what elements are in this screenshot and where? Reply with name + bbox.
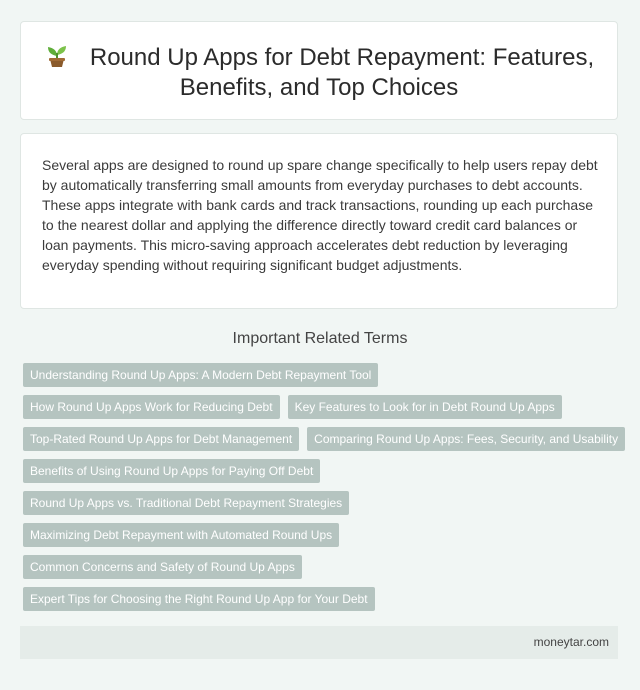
footer (20, 626, 618, 659)
description-text: Several apps are designed to round up spare change specifically to help users repay debt by automatically transferring small amounts from everyday purchases to debt accounts. These apps integrate with bank cards and track transactions, rounding up each purchase to the nearest dollar and applying the difference directly toward credit card balances or loan payments. This micro-saving approach accelerates debt reduction by leveraging everyday spending without requiring significant budget adjustments. (42, 157, 598, 273)
related-term-tag[interactable]: Top-Rated Round Up Apps for Debt Management (23, 427, 299, 451)
sprout-icon (44, 42, 70, 68)
related-term-tag[interactable]: Key Features to Look for in Debt Round Up Apps (288, 395, 562, 419)
tag-row (23, 459, 623, 483)
tag-row (23, 427, 623, 451)
tag-row (23, 555, 623, 579)
related-term-tag[interactable]: Common Concerns and Safety of Round Up Apps (23, 555, 302, 579)
footer-site-link[interactable]: moneytar.com (533, 635, 609, 649)
related-terms-list (23, 363, 623, 619)
title-card (20, 21, 618, 120)
page-title: Round Up Apps for Debt Repayment: Features, Benefits, and Top Choices (89, 44, 595, 101)
tag-row (23, 523, 623, 547)
tag-row (23, 491, 623, 515)
related-term-tag[interactable]: Benefits of Using Round Up Apps for Paying Off Debt (23, 459, 320, 483)
related-terms-heading: Important Related Terms (232, 330, 408, 347)
page-title-wrap (21, 42, 617, 103)
related-term-tag[interactable]: Round Up Apps vs. Traditional Debt Repayment Strategies (23, 491, 349, 515)
related-term-tag[interactable]: Expert Tips for Choosing the Right Round Up App for Your Debt (23, 587, 375, 611)
related-term-tag[interactable]: Maximizing Debt Repayment with Automated Round Ups (23, 523, 339, 547)
tag-row (23, 363, 623, 387)
related-term-tag[interactable]: Comparing Round Up Apps: Fees, Security, and Usability (307, 427, 625, 451)
related-term-tag[interactable]: How Round Up Apps Work for Reducing Debt (23, 395, 280, 419)
related-term-tag[interactable]: Understanding Round Up Apps: A Modern Debt Repayment Tool (23, 363, 378, 387)
tag-row (23, 395, 623, 419)
description-card (20, 133, 618, 309)
tag-row (23, 587, 623, 611)
